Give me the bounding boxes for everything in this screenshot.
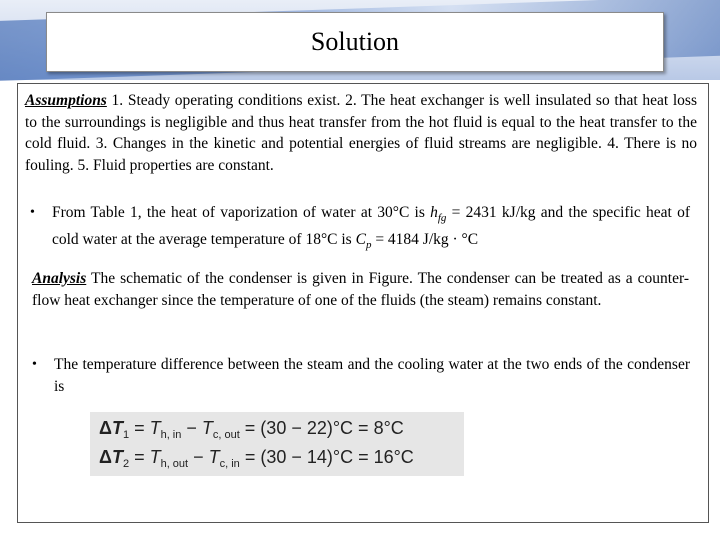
subscript-fg: fg — [437, 212, 447, 224]
bullet1-text-c: = 4184 J/kg · °C — [371, 231, 479, 248]
title-box — [46, 12, 664, 72]
content-box — [17, 83, 709, 523]
equation-delta-t2: $\Delta T_2 = T_{h, out} - T_{c, in} = (30 - 14)^\circ C = 16^\circ C$ — [99, 447, 414, 470]
equation-delta-t1: $\Delta T_1 = T_{h, in} - T_{c, out} = (30 - 22)^\circ C = 8^\circ C$ — [99, 418, 404, 441]
analysis-text: The schematic of the condenser is given in Figure. The condenser can be treated as a counter-flow heat exchanger since the temperature of one of the fluids (the steam) remains constant. — [32, 270, 689, 309]
slide-title: Solution — [310, 27, 400, 56]
assumptions-paragraph — [25, 90, 697, 176]
analysis-paragraph — [32, 268, 689, 311]
bullet-marker: • — [30, 205, 35, 220]
symbol-h: h — [430, 204, 438, 221]
bullet-temperature-difference — [32, 354, 690, 398]
symbol-c: C — [355, 231, 366, 248]
assumptions-label: Assumptions — [25, 92, 107, 109]
subscript-p: p — [365, 239, 372, 251]
bullet1-text-b: = 2431 kJ/kg and the specific heat of cold water at the average temperature of 18°C is — [52, 204, 690, 248]
assumptions-text: 1. Steady operating conditions exist. 2. The heat exchanger is well insulated so that heat loss to the surroundings is negligible and thus heat transfer from the hot fluid is equal to the heat transfer to the cold fluid. 3. Changes in the kinetic and potential energies of fluid streams are negligible. 4. There is no fouling. 5. Fluid properties are constant. — [25, 92, 697, 174]
bullet1-text-a: From Table 1, the heat of vaporization of water at 30°C is — [52, 204, 431, 221]
bullet-marker: • — [32, 357, 37, 372]
bullet-heat-of-vaporization — [30, 202, 690, 256]
analysis-label: Analysis — [32, 270, 87, 287]
equation-box — [90, 412, 464, 476]
bullet2-text: The temperature difference between the steam and the cooling water at the two ends of the condenser is — [54, 356, 690, 395]
